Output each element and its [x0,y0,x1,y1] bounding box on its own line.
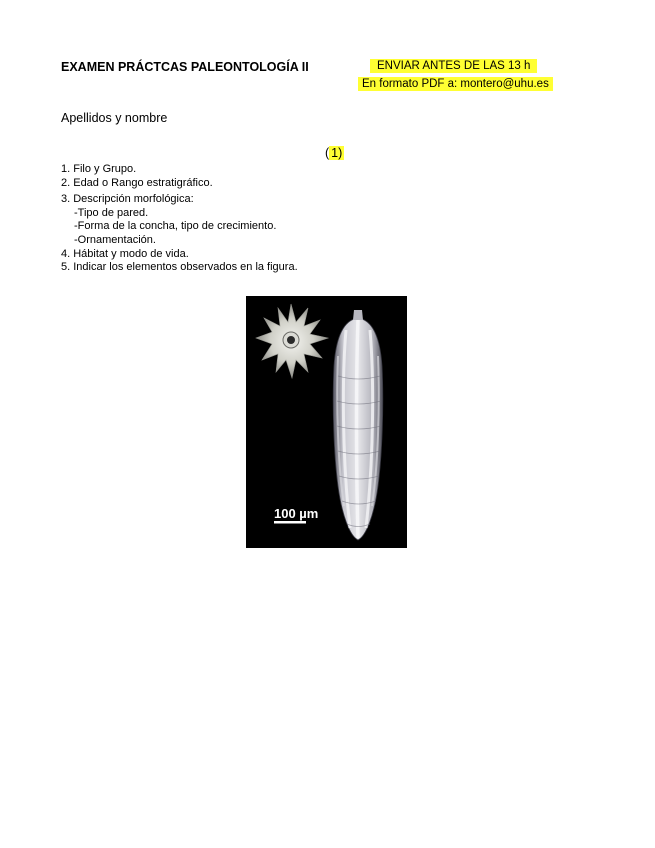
question-number-value: 1) [331,146,343,160]
scale-bar-label: 100 µm [274,506,319,521]
name-field-label: Apellidos y nombre [61,111,168,125]
fossil-micrograph [246,296,407,548]
scale-bar [274,506,318,524]
question-list [61,163,298,275]
lateral-view [333,310,383,540]
apertural-view [256,304,328,378]
question-item-1: 1. Filo y Grupo. [61,163,137,175]
question-number [325,146,344,160]
question-item-3a: -Tipo de pared. [74,206,149,219]
question-item-3b: -Forma de la concha, tipo de crecimiento. [74,220,277,233]
deadline-notice: ENVIAR ANTES DE LAS 13 h [370,59,537,73]
question-item-2: 2. Edad o Rango estratigráfico. [61,176,213,189]
question-item-3c: -Ornamentación. [74,233,156,246]
exam-title: EXAMEN PRÁCTCAS PALEONTOLOGÍA II [61,60,309,74]
question-item-3: 3. Descripción morfológica: [61,193,194,206]
question-number-paren: ( [325,146,330,160]
question-item-5: 5. Indicar los elementos observados en la figura. [61,261,298,274]
question-item-4: 4. Hábitat y modo de vida. [61,247,189,260]
fossil-micrograph-drawing [246,296,407,548]
submission-format-notice: En formato PDF a: montero@uhu.es [358,77,553,91]
scale-bar-line [274,521,306,524]
